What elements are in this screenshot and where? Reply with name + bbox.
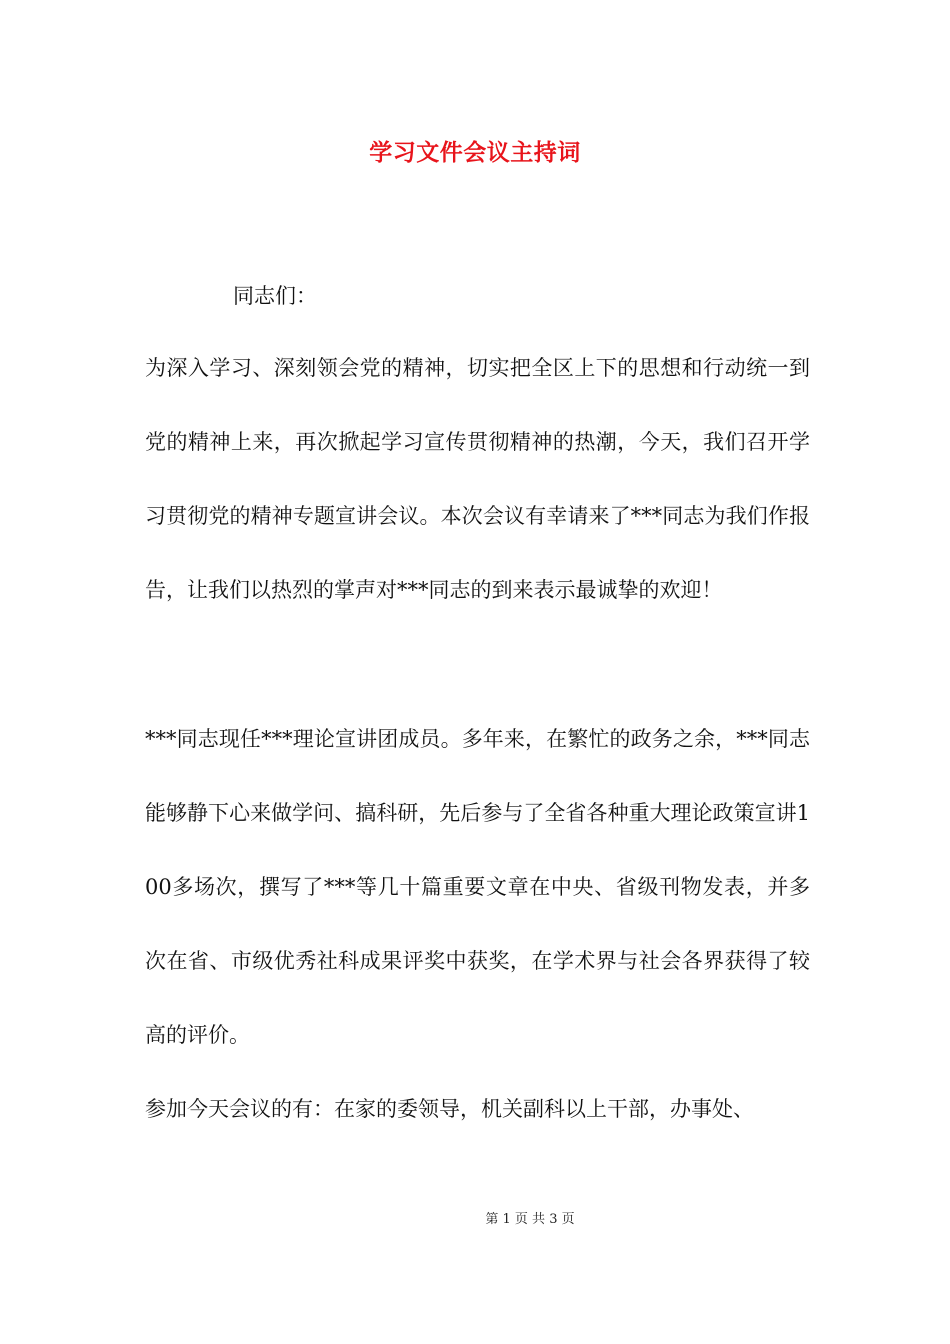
- greeting-text: 同志们：: [233, 284, 317, 308]
- body-paragraph: ***同志现任***理论宣讲团成员。多年来，在繁忙的政务之余，***同志能够静下心来做学问、搞科研，先后参与了全省各种重大理论政策宣讲100多场次，撰写了***等几十篇重要文章在中央、省级刊物发表，并多次在省、市级优秀社科成果评奖中获奖，在学术界与社会各界获得了较高的评价。: [145, 727, 810, 1047]
- page-number-footer: 第 1 页 共 3 页: [485, 1212, 575, 1227]
- document-title: 学习文件会议主持词: [369, 139, 581, 166]
- body-paragraph: 参加今天会议的有：在家的委领导，机关副科以上干部，办事处、: [145, 1097, 754, 1121]
- body-paragraph: 为深入学习、深刻领会党的精神，切实把全区上下的思想和行动统一到党的精神上来，再次掀起学习宣传贯彻精神的热潮，今天，我们召开学习贯彻党的精神专题宣讲会议。本次会议有幸请来了***同志为我们作报告，让我们以热烈的掌声对***同志的到来表示最诚挚的欢迎！: [145, 356, 810, 602]
